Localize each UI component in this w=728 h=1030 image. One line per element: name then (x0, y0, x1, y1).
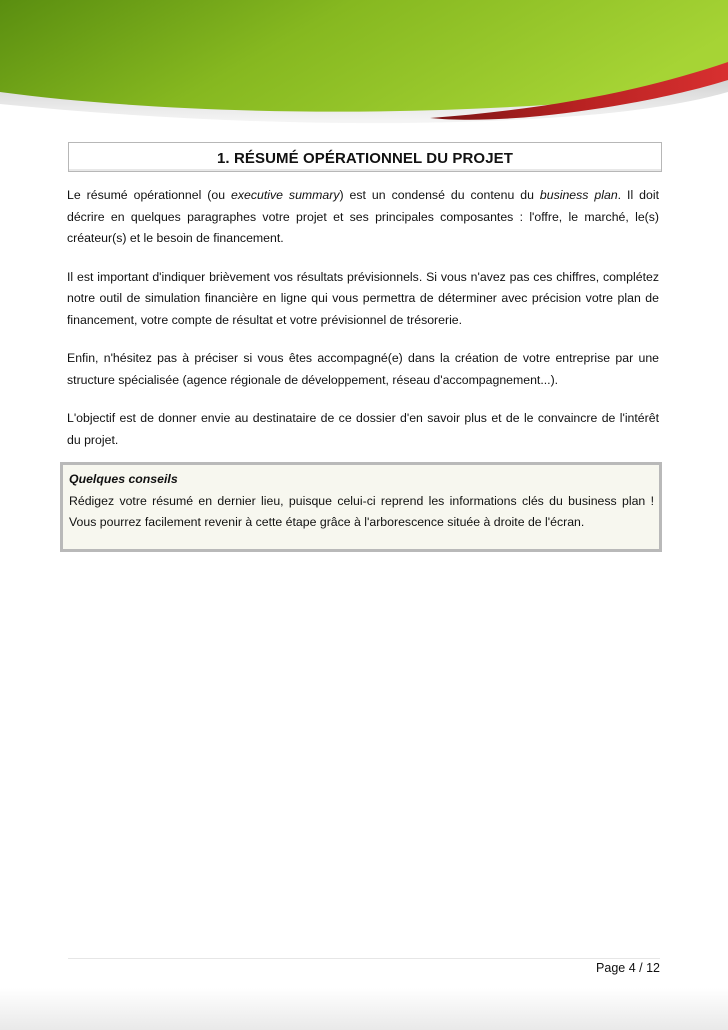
paragraph-objective: L'objectif est de donner envie au destinataire de ce dossier d'en savoir plus et de le convaincre de l'intérêt du projet. (67, 411, 659, 447)
executive-summary-term: executive summary (231, 188, 340, 202)
advice-title: Quelques conseils (69, 472, 178, 486)
header-banner-graphic (0, 0, 728, 125)
footer-band (0, 988, 728, 1030)
section-title: 1. RÉSUMÉ OPÉRATIONNEL DU PROJET (216, 149, 514, 167)
advice-text: Rédigez votre résumé en dernier lieu, puisque celui-ci reprend les informations clés du business plan ! Vous pourrez facilement revenir à cette étape grâce à l'arborescence située à droite de l'écran. (69, 493, 654, 529)
footer-divider (68, 958, 660, 959)
paragraph-intro-part: . Il doit décrire en quelques paragraphes votre projet et ses principales composantes : l'offre, le marché, le(s) créateur(s) et le besoin de financement. (67, 188, 659, 245)
section-title-box (68, 142, 662, 172)
page-number: Page 4 / 12 (596, 961, 660, 975)
paragraph-support: Enfin, n'hésitez pas à préciser si vous êtes accompagné(e) dans la création de votre entreprise par une structure spécialisée (agence régionale de développement, réseau d'accompagnement...). (67, 351, 659, 387)
body-content (67, 185, 659, 468)
business-plan-term: business plan (539, 188, 618, 202)
header-banner (0, 0, 728, 125)
paragraph-results: Il est important d'indiquer brièvement vos résultats prévisionnels. Si vous n'avez pas ces chiffres, complétez notre outil de simulation financière en ligne qui vous permettra de déterminer avec précision votre plan de financement, votre compte de résultat et votre prévisionnel de trésorerie. (67, 269, 659, 327)
advice-box (60, 462, 662, 552)
paragraph-intro-part: ) est un condensé du contenu du (339, 188, 540, 202)
paragraph-intro (67, 185, 659, 250)
paragraph-intro-part: Le résumé opérationnel (ou (67, 188, 232, 202)
